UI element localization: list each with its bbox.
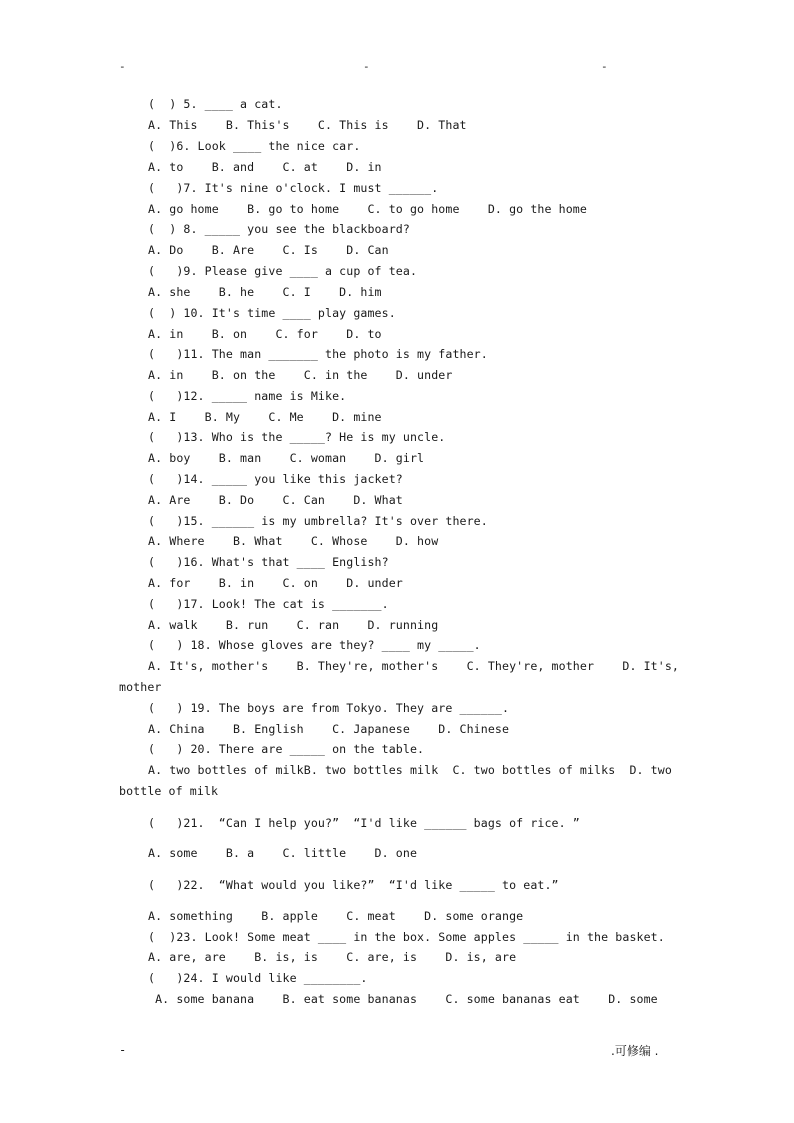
exercise-line: ( )16. What's that ____ English? — [148, 555, 389, 569]
exercise-line: ( )12. _____ name is Mike. — [148, 389, 347, 403]
footer-editable-note: .可修编 . — [611, 1044, 659, 1058]
exercise-line: A. to B. and C. at D. in — [148, 160, 382, 174]
exercise-line: ( )21. “Can I help you?” “I'd like ______ bags of rice. ” — [148, 816, 580, 830]
exercise-line: A. China B. English C. Japanese D. Chinese — [148, 722, 510, 736]
exercise-line: A. in B. on the C. in the D. under — [148, 368, 453, 382]
exercise-line: A. Do B. Are C. Is D. Can — [148, 243, 389, 257]
exercise-line: A. some B. a C. little D. one — [148, 846, 418, 860]
exercise-line: ( )22. “What would you like?” “I'd like _____ to eat.” — [148, 878, 559, 892]
exercise-line: ( ) 20. There are _____ on the table. — [148, 742, 425, 756]
exercise-line: A. Where B. What C. Whose D. how — [148, 534, 439, 548]
exercise-line: ( )11. The man _______ the photo is my father. — [148, 347, 488, 361]
exercise-line: ( )15. ______ is my umbrella? It's over there. — [148, 514, 488, 528]
exercise-line: ( )14. _____ you like this jacket? — [148, 472, 403, 486]
header-mark-center: - — [363, 60, 370, 73]
footer-mark-left: - — [119, 1043, 127, 1057]
exercise-line: ( ) 10. It's time ____ play games. — [148, 306, 396, 320]
exercise-line: A. This B. This's C. This is D. That — [148, 118, 467, 132]
exercise-line: ( )6. Look ____ the nice car. — [148, 139, 361, 153]
exercise-line: A. go home B. go to home C. to go home D. go the home — [148, 202, 587, 216]
exercise-line: A. boy B. man C. woman D. girl — [148, 451, 425, 465]
exercise-line: A. in B. on C. for D. to — [148, 327, 382, 341]
header-mark-left: - — [119, 60, 126, 73]
exercise-line: A. two bottles of milkB. two bottles milk C. two bottles of milks D. two — [148, 763, 672, 777]
exercise-line: bottle of milk — [119, 784, 219, 798]
exercise-line: A. she B. he C. I D. him — [148, 285, 382, 299]
exercise-line: ( )13. Who is the _____? He is my uncle. — [148, 430, 446, 444]
header-mark-right: - — [601, 60, 608, 73]
exercise-line: ( ) 19. The boys are from Tokyo. They are ______. — [148, 701, 510, 715]
exercise-line: A. Are B. Do C. Can D. What — [148, 493, 403, 507]
exercise-line: ( )24. I would like ________. — [148, 971, 368, 985]
exercise-line: mother — [119, 680, 162, 694]
exercise-line: ( )9. Please give ____ a cup of tea. — [148, 264, 418, 278]
exercise-line: A. something B. apple C. meat D. some orange — [148, 909, 524, 923]
exercise-line: A. It's, mother's B. They're, mother's C. They're, mother D. It's, — [148, 659, 680, 673]
exercise-line: A. are, are B. is, is C. are, is D. is, are — [148, 950, 517, 964]
exercise-line: A. walk B. run C. ran D. running — [148, 618, 439, 632]
exercise-line: ( )17. Look! The cat is _______. — [148, 597, 389, 611]
exercise-line: A. some banana B. eat some bananas C. some bananas eat D. some — [148, 992, 658, 1006]
exercise-line: ( ) 5. ____ a cat. — [148, 97, 283, 111]
exercise-line: ( )7. It's nine o'clock. I must ______. — [148, 181, 439, 195]
exercise-line: A. for B. in C. on D. under — [148, 576, 403, 590]
exercise-line: ( )23. Look! Some meat ____ in the box. Some apples _____ in the basket. — [148, 930, 665, 944]
exercise-line: ( ) 8. _____ you see the blackboard? — [148, 222, 410, 236]
exercise-line: ( ) 18. Whose gloves are they? ____ my _____. — [148, 638, 481, 652]
exercise-line: A. I B. My C. Me D. mine — [148, 410, 382, 424]
